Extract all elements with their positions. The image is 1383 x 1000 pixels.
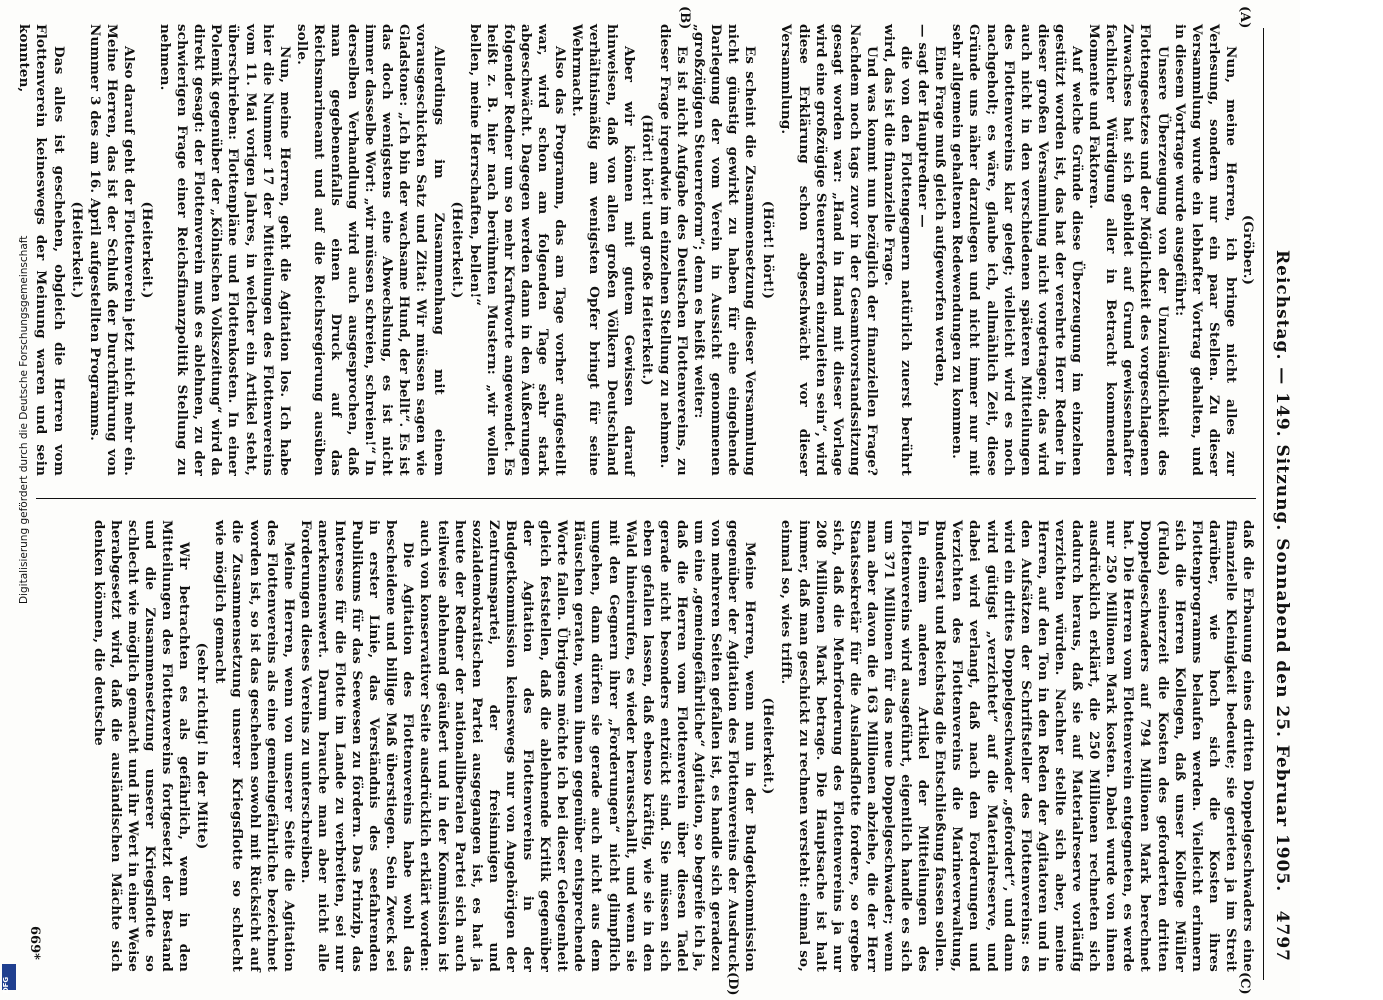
interjection: (Hört! hört!) <box>760 200 777 300</box>
paragraph: Es scheint die Zusammensetzung dieser Versammlung nicht günstig gewirkt zu haben für eine eingehende Darlegung der vom Verein in Aussicht genommenen „großzügigen Steuerreform“; denn es heißt weiter: <box>691 24 759 476</box>
interjection: (Hört! hört! und große Heiterkeit.) <box>638 114 655 386</box>
paragraph: Meine Herren, wenn nun in der Budgetkommission gegenüber der Agitation des Flottenvereins der Ausdruck von mehreren Seiten gefallen ist, es handle sich geradezu um eine „gemeingefährliche“ Agitation, so begreife ich ja, daß die Herren vom Flottenverein über diesen Tadel gerade nicht besonders entzückt sind. Sie müssen sich eben gefallen lassen, daß ebenso kräftig, wie sie in den Wald hineinrufen, es wieder herausschallt, und wenn sie mit den Gegnern ihrer „Forderungen“ nicht glimpflich umgehen, dann dürfen sie gerade auch nicht aus dem Häuschen geraten, wenn ihnen gegenüber entsprechende Worte fallen. Übrigens möchte ich bei dieser Gelegenheit gleich feststellen, daß die ablehnende Kritik gegenüber der Agitation des Flottenvereins in der Budgetkommission keineswegs nur von Angehörigen der Zentrumspartei, der freisinnigen und sozialdemokratischen Partei ausgegangen ist, es hat ja heute der Redner der nationalliberalen Partei sich auch teilweise ablehnend geäußert und in der Kommission ist auch von konservativer Seite ausdrücklich erklärt worden: <box>417 520 759 972</box>
running-head <box>1268 40 1292 970</box>
digitization-strip <box>0 0 30 1000</box>
margin-mark-a: (A) <box>1237 6 1252 29</box>
paragraph: Nun, meine Herren, ich bringe nicht alles zur Verlesung, sondern nur ein paar Stellen. Zu dieser Versammlung wurde ein lebhafter Vortrag gehalten, und in diesem Vortrage wurde ausgeführt: <box>1171 24 1239 476</box>
interjection: (Heiterkeit.) <box>139 201 155 299</box>
quoted-paragraph: die von den Flottengegnern natürlich zuerst berührt wird, das ist die finanzielle Frage. <box>881 24 915 476</box>
dfg-logo-icon <box>2 964 16 994</box>
paragraph: — sagt der Hauptredner — <box>915 24 932 228</box>
quoted-paragraph: Aber wir können mit gutem Gewissen darauf hinweisen, daß von allen großen Völkern Deutschland verhältnismäßig am wenigsten Opfer bringt für seine Wehrmacht. <box>569 24 637 476</box>
quoted-paragraph: Es ist nicht Aufgabe des Deutschen Flottenvereins, zu dieser Frage irgendwie im einzelnen Stellung zu nehmen. <box>656 24 690 476</box>
right-column <box>46 520 1256 972</box>
interjection: (sehr richtig! in der Mitte) <box>194 642 211 850</box>
column-rule <box>36 498 1256 499</box>
paragraph: Also darauf geht der Flottenverein jetzt nicht mehr ein. Meine Herren, das ist der Schluß der Durchführung von Nummer 3 des am 16. April aufgestellten Programms. <box>86 24 137 476</box>
margin-mark-d: (D) <box>725 972 740 996</box>
running-title: Reichstag. — 149. Sitzung. Sonnabend den 25. Februar 1905. <box>1272 250 1292 893</box>
dfg-logo-text: DFG <box>2 976 10 994</box>
interjection: (Heiterkeit.) <box>68 201 85 299</box>
paragraph: Wir betrachten es als gefährlich, wenn in den Mitteilungen des Flottenvereins fortgesetzt der Bestand und die Zusammensetzung unserer Kriegsflotte so schlecht wie möglich gemacht und ihr Wert in einer Weise herabgesetzt wird, daß die ausländischen Mächte sich denken können, die deutsche <box>90 520 193 972</box>
paragraph: Und was kommt nun bezüglich der finanziellen Frage? Nachdem noch tags zuvor in der Gesamtvorstandssitzung gesagt worden war: „Hand in Hand mit dieser Vorlage wird eine großzügige Steuerreform einzuleiten sein“, wird diese Erklärung schon abgeschwächt vor dieser Versammlung. <box>778 24 880 476</box>
margin-mark-c: (C) <box>1237 972 1252 995</box>
quoted-paragraph: Eine Frage muß gleich aufgeworfen werden, <box>932 46 949 387</box>
paragraph: Nun, meine Herren, geht die Agitation los. Ich habe hier die Nummer 17 der Mitteilungen des Flottenvereins vom 11. Mai vorigen Jahres, in welcher ein Artikel steht, überschrieben: Flottenpläne und Flottenkosten. In einer Polemik gegenüber der „Kölnischen Volkszeitung“ wird da direkt gesagt: der Flottenverein muß es ablehnen, zu der schwierigen Frage einer Reichsfinanzpolitik Stellung zu nehmen. <box>157 24 293 476</box>
paragraph: Meine Herren, wenn von unserer Seite die Agitation des Flottenvereins als eine gemeingefährliche bezeichnet worden ist, so ist das geschehen sowohl mit Rücksicht auf die Zusammensetzung unserer Kriegsflotte so schlecht wie möglich gemacht <box>212 520 297 972</box>
paragraph: Allerdings im Zusammenhang mit einem vorausgeschickten Satz und Zitat: Wir müssen sagen wie Gladstone: „Ich bin der wachsame Hund, der bellt“. Es ist das doch wenigstens eine Abwechslung, es ist nicht immer dasselbe Wort: „wir müssen schreien, schreien!“ In derselben Verhandlung wird auch ausgesprochen, daß man gegebenenfalls einen Druck auf das Reichsmarineamt und auf die Reichsregierung ausüben solle. <box>293 24 447 476</box>
interjection: (Heiterkeit.) <box>760 697 777 795</box>
page-number: 4797 <box>1272 910 1292 962</box>
paragraph: Also das Programm, das am Tage vorher aufgestellt war, wird schon am folgenden Tage sehr stark abgeschwächt. Dagegen werden dann in den Äußerungen folgender Redner um so mehr Kraftworte angewendet. Es heißt z. B. hier nach berühmten Mustern: „wir wollen bellen, meine Herrschaften, bellen!“ <box>466 24 569 476</box>
digitization-notice: Digitalisierung gefördert durch die Deutsche Forschungsgemeinschaft <box>18 235 30 604</box>
quoted-paragraph: Die Agitation des Flottenvereins habe wohl das bescheidene und billige Maß überstiegen. Sein Zweck sei in erster Linie, das Verständnis des seefahrenden Publikums für das Seewesen zu fördern. Das Prinzip, das Interesse für die Flotte im Lande zu verbreiten, sei nur anerkennenswert. Darum brauche man aber nicht alle Forderungen dieses Vereins zu unterschreiben. <box>297 520 417 972</box>
quoted-paragraph: Unsere Überzeugung von der Unzulänglichkeit des Flottengesetzes und der Möglichkeit des vorgeschlagenen Zuwachses hat sich gebildet auf Grund gewissenhafter fachlicher Würdigung aller in Betracht kommenden Momente und Faktoren. <box>1086 24 1171 476</box>
header-rule <box>1263 28 1264 980</box>
margin-mark-b: (B) <box>677 6 692 30</box>
signature-mark: 669* <box>27 926 42 960</box>
paragraph: Auf welche Gründe diese Überzeugung im einzelnen gestützt worden ist, das hat der verehrte Herr Redner in dieser großen Versammlung nicht vorgetragen; das wird auch nicht in den verschiedenen späteren Mitteilungen des Flottenvereins klar gelegt; vielleicht wird es noch nachgeholt; es wäre, glaube ich, allmählich Zeit, diese Gründe uns näher darzulegen und nicht immer nur mit sehr allgemein gehaltenen Redewendungen zu kommen. <box>949 24 1086 476</box>
speaker-name: (Gröber.) <box>1240 214 1256 286</box>
paragraph: daß die Erbauung eines dritten Doppelgeschwaders eine finanzielle Kleinigkeit bedeute; sie gerieten ja im Streit darüber, wie hoch sich die Kosten ihres Flottenprogramms belaufen werden. Vielleicht erinnern sich die Herren Kollegen, daß unser Kollege Müller (Fulda) seinerzeit die Kosten des geforderten dritten Doppelgeschwaders auf 794 Millionen Mark berechnet hat. Die Herren vom Flottenverein entgegneten, es werde nur 250 Millionen Mark kosten. Dabei wurde von ihnen ausdrücklich erklärt, die 250 Millionen rechneten sich dadurch heraus, daß sie auf Materialreserve vorläufig verzichten würden. Nachher stellte sich aber, meine Herren, auf den Ton in den Reden der Agitatoren und in den Aufsätzen der Schriftsteller des Flottenvereins: es wird ein drittes Doppelgeschwader „gefordert“, und dann wird gütigst „verzichtet“ auf die Materialreserve, und dabei wird verlangt, daß nach den Forderungen und Verzichten des Flottenvereins die Marineverwaltung, Bundesrat und Reichstag die Entschließung fassen sollen. In einem anderen Artikel der Mitteilungen des Flottenvereins wird ausgeführt, eigentlich handle es sich um 371 Millionen für das neue Doppelgeschwader; wenn man aber davon die 163 Millionen abziehe, die der Herr Staatssekretär für die Auslandsflotte fordere, so ergebe sich, daß die Mehrforderung des Flottenvereins ja nur 208 Millionen Mark betrage. Die Hauptsache ist halt immer, daß man geschickt zu rechnen versteht: einmal so, einmal so, wies trifft. <box>778 520 1256 972</box>
paragraph: Das alles ist geschehen, obgleich die Herren vom Flottenverein keineswegs der Meinung waren und sein konnten, <box>16 24 67 476</box>
interjection: (Heiterkeit.) <box>448 201 465 299</box>
